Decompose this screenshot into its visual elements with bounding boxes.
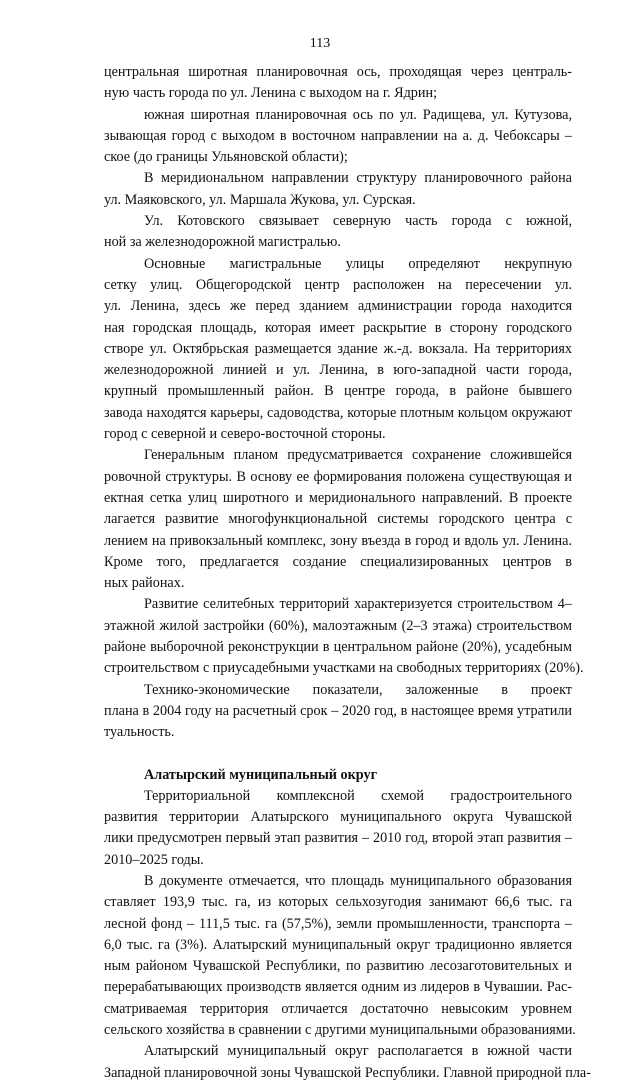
text-line: районе выборочной реконструкции в центральном районе (20%), усадебным [104, 639, 572, 656]
text-line: В документе отмечается, что площадь муниципального образования [144, 872, 572, 889]
text-line: крупный промышленный район. В центре города, в районе бывшего [104, 383, 572, 400]
text-line: ная городская площадь, которая имеет раскрытие в сторону городского [104, 319, 572, 336]
body-text [104, 62, 591, 1084]
text-line: этажной жилой застройки (60%), малоэтажным (2–3 этажа) строительством [104, 617, 572, 634]
text-line: ным районом Чувашской Республики, по развитию лесозаготовительных и [104, 958, 572, 975]
paragraph [104, 786, 572, 871]
text-line: ул. Ленина, здесь же перед зданием администрации города находится [104, 298, 572, 315]
paragraph [104, 105, 572, 169]
text-line: В меридиональном направлении структуру планировочного района [144, 170, 572, 187]
text-line: город с северной и северо-восточной стороны. [104, 426, 386, 443]
paragraph [104, 445, 572, 594]
text-line: сельского хозяйства в сравнении с другими муниципальными образованиями. [104, 1022, 576, 1039]
paragraph [104, 168, 572, 211]
text-line: ровочной структуры. В основу ее формирования положена существующая и [104, 468, 572, 485]
text-line: Ул. Котовского связывает северную часть города с южной, [144, 213, 572, 230]
text-line: ставляет 193,9 тыс. га, из которых сельхозугодия занимают 66,6 тыс. га [104, 894, 572, 911]
paragraph [104, 680, 572, 744]
text-line: 6,0 тыс. га (3%). Алатырский муниципальный округ традиционно является [104, 936, 572, 953]
text-line: Кроме того, предлагается создание специализированных центров в [104, 553, 572, 570]
text-line: ной за железнодорожной магистралью. [104, 234, 341, 251]
text-line: Территориальной комплексной схемой градостроительного [144, 787, 572, 804]
text-line: зывающая город с выходом в восточном направлении на а. д. Чебоксары – [104, 127, 572, 144]
text-line: завода находятся карьеры, садоводства, которые плотным кольцом окружают [104, 404, 572, 421]
text-line: лением на привокзальный комплекс, зону въезда в город и вдоль ул. Ленина. [104, 532, 572, 549]
text-line: ул. Маяковского, ул. Маршала Жукова, ул. Сурская. [104, 191, 416, 208]
paragraph [104, 254, 572, 446]
paragraph [104, 594, 584, 679]
text-line: ское (до границы Ульяновской области); [104, 149, 348, 166]
text-line: Алатырский муниципальный округ располагается в южной части [144, 1043, 572, 1060]
text-line: развития территории Алатырского муниципального округа Чувашской [104, 809, 572, 826]
paragraph [104, 211, 572, 254]
text-line: Западной планировочной зоны Чувашской Республики. Главной природной пла- [104, 1064, 591, 1081]
text-line: сматриваемая территория отличается достаточно невысоким уровнем [104, 1000, 572, 1017]
section-heading: Алатырский муниципальный округ [144, 766, 378, 783]
text-line: лесной фонд – 111,5 тыс. га (57,5%), земли промышленности, транспорта – [104, 915, 572, 932]
text-line: лики предусмотрен первый этап развития – 2010 год, второй этап развития – [104, 830, 572, 847]
text-line: железнодорожной линией и ул. Ленина, в юго-западной части города, [104, 362, 572, 379]
text-line: Развитие селитебных территорий характеризуется строительством 4– [144, 596, 572, 613]
text-line: туальность. [104, 724, 175, 741]
text-line: строительством с приусадебными участками на свободных территориях (20%). [104, 660, 584, 677]
text-line: Основные магистральные улицы определяют некрупную [144, 255, 572, 272]
text-line: ных районах. [104, 575, 185, 592]
page-number: 113 [309, 36, 331, 51]
paragraph [104, 62, 572, 105]
text-line: ектная сетка улиц широтного и меридионального направлений. В проекте [104, 489, 572, 506]
text-line: сетку улиц. Общегородской центр расположен на пересечении ул. [104, 276, 572, 293]
section-spacer [104, 744, 572, 765]
text-line: южная широтная планировочная ось по ул. Радищева, ул. Кутузова, [144, 106, 572, 123]
text-line: створе ул. Октябрьская размещается здание ж.-д. вокзала. На территориях [104, 340, 572, 357]
paragraph [104, 871, 576, 1041]
text-line: Технико-экономические показатели, заложенные в проект [144, 681, 572, 698]
paragraph [104, 1041, 591, 1084]
text-line: плана в 2004 году на расчетный срок – 2020 год, в настоящее время утратили [104, 702, 572, 719]
text-line: Генеральным планом предусматривается сохранение сложившейся [144, 447, 572, 464]
text-line: перерабатывающих производств является одним из лидеров в Чувашии. Рас- [104, 979, 572, 996]
text-line: ную часть города по ул. Ленина с выходом на г. Ядрин; [104, 85, 438, 102]
text-line: лагается развитие многофункциональной системы городского центра с [104, 511, 572, 528]
text-line: центральная широтная планировочная ось, проходящая через централь- [104, 64, 572, 80]
text-line: 2010–2025 годы. [104, 851, 204, 868]
